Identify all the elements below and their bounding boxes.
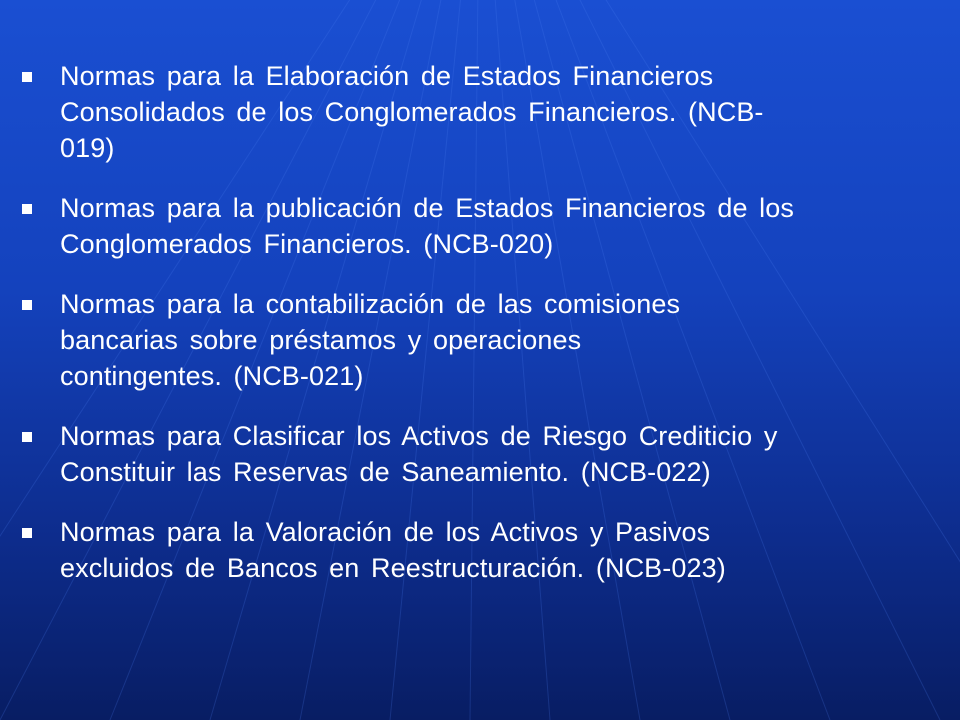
text-line: Normas para Clasificar los Activos de Riesgo Crediticio y [60, 421, 778, 451]
list-item-text [60, 58, 764, 166]
text-line: Normas para la Elaboración de Estados Financieros [60, 61, 714, 91]
text-line: 019) [60, 133, 115, 163]
square-bullet-icon [22, 300, 32, 310]
list-item [22, 418, 922, 490]
text-line: Conglomerados Financieros. (NCB-020) [60, 229, 554, 259]
list-item [22, 58, 922, 166]
text-line: Consolidados de los Conglomerados Financieros. (NCB- [60, 97, 764, 127]
list-item [22, 514, 922, 586]
text-line: contingentes. (NCB-021) [60, 361, 364, 391]
list-item [22, 190, 922, 262]
square-bullet-icon [22, 204, 32, 214]
text-line: excluidos de Bancos en Reestructuración. (NCB-023) [60, 553, 726, 583]
list-item [22, 286, 922, 394]
text-line: Constituir las Reservas de Saneamiento. (NCB-022) [60, 457, 711, 487]
square-bullet-icon [22, 528, 32, 538]
text-line: Normas para la publicación de Estados Financieros de los [60, 193, 794, 223]
square-bullet-icon [22, 432, 32, 442]
list-item-text [60, 514, 726, 586]
text-line: bancarias sobre préstamos y operaciones [60, 325, 582, 355]
square-bullet-icon [22, 72, 32, 82]
list-item-text [60, 190, 794, 262]
list-item-text [60, 286, 680, 394]
list-item-text [60, 418, 777, 490]
text-line: Normas para la contabilización de las comisiones [60, 289, 681, 319]
text-line: Normas para la Valoración de los Activos y Pasivos [60, 517, 711, 547]
bullet-list [22, 58, 922, 610]
